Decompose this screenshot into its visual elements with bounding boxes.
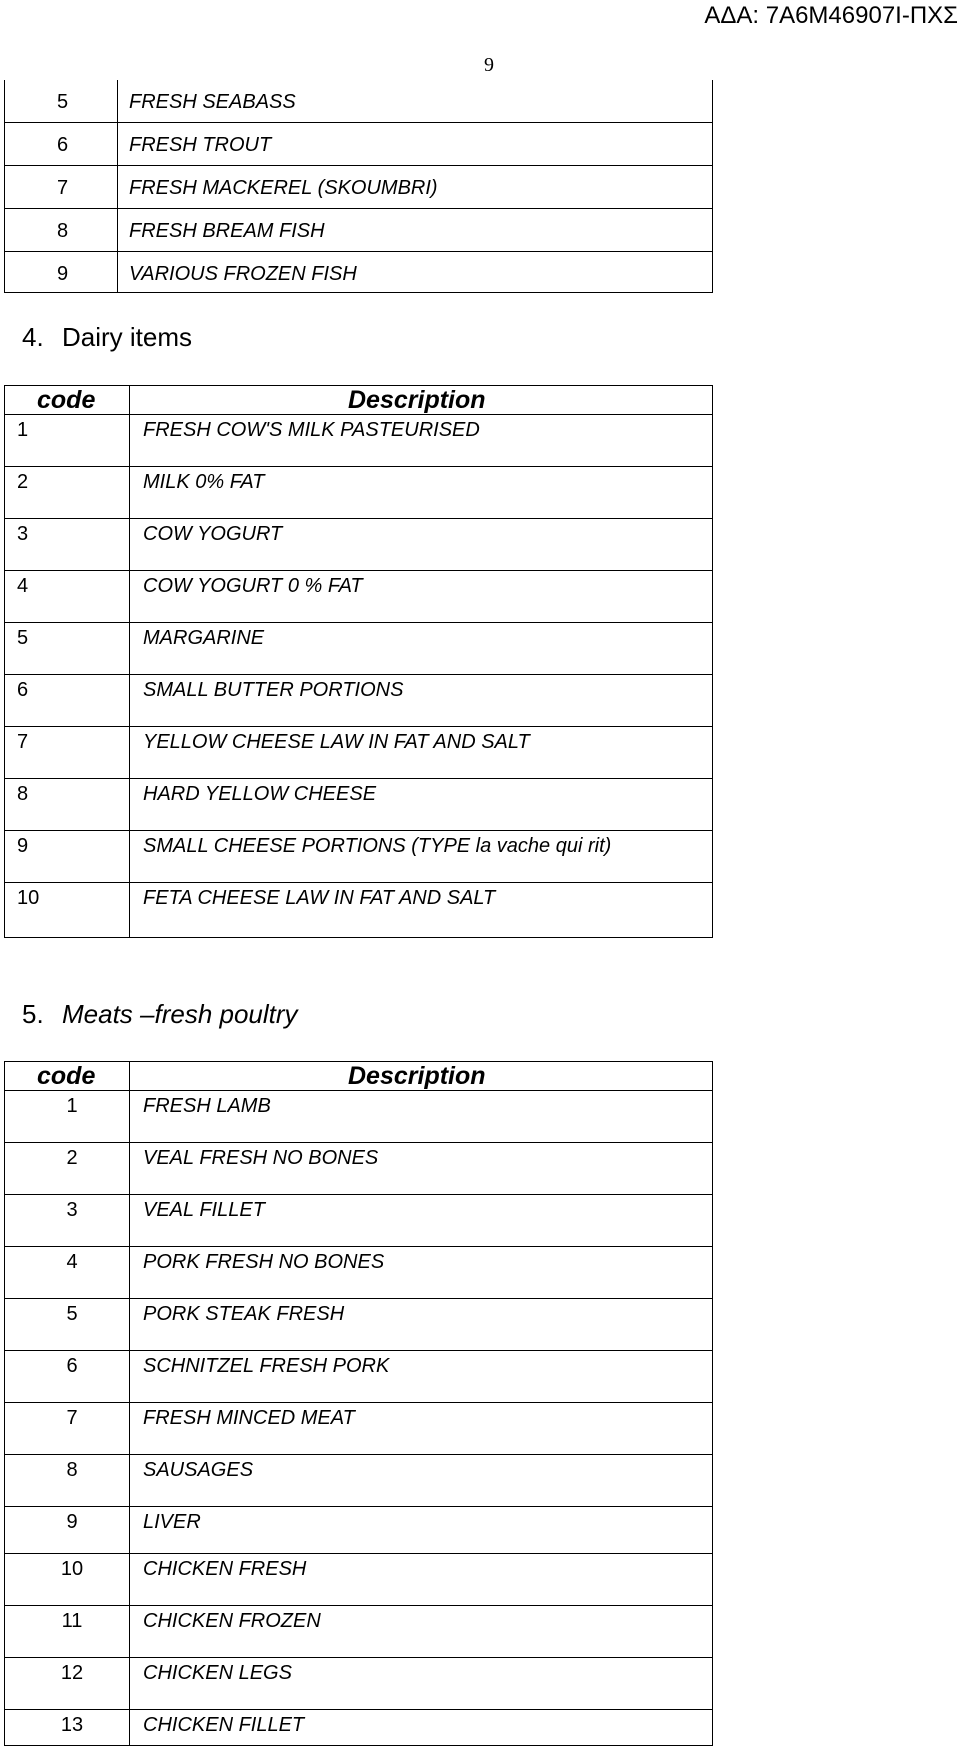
row-code: 9 bbox=[66, 1511, 78, 1533]
row-code: 3 bbox=[17, 523, 29, 545]
row-description: YELLOW CHEESE LAW IN FAT AND SALT bbox=[143, 731, 530, 753]
table-row bbox=[5, 727, 712, 779]
header-code: code bbox=[37, 386, 96, 414]
row-description: PORK STEAK FRESH bbox=[143, 1303, 345, 1325]
table-row bbox=[5, 883, 712, 935]
row-code: 13 bbox=[60, 1714, 84, 1736]
table-row bbox=[5, 1710, 712, 1757]
table-row bbox=[5, 1299, 712, 1351]
table-row bbox=[5, 779, 712, 831]
table-row bbox=[5, 675, 712, 727]
row-code: 5 bbox=[17, 627, 29, 649]
dairy-table bbox=[4, 385, 713, 938]
table-row bbox=[5, 1455, 712, 1507]
row-code: 7 bbox=[57, 177, 69, 199]
header-code: code bbox=[37, 1062, 96, 1090]
row-description: FRESH BREAM FISH bbox=[129, 220, 325, 242]
row-description: FETA CHEESE LAW IN FAT AND SALT bbox=[143, 887, 496, 909]
section-number: 5. bbox=[22, 999, 44, 1029]
section-heading-meats bbox=[22, 999, 298, 1030]
row-code: 4 bbox=[17, 575, 29, 597]
row-description: PORK FRESH NO BONES bbox=[143, 1251, 385, 1273]
table-header bbox=[5, 1062, 712, 1091]
row-description: CHICKEN FROZEN bbox=[143, 1610, 321, 1632]
row-code: 7 bbox=[17, 731, 29, 753]
table-row bbox=[5, 1606, 712, 1658]
table-row bbox=[5, 123, 712, 166]
row-description: FRESH MACKEREL (SKOUMBRI) bbox=[129, 177, 438, 199]
row-code: 12 bbox=[60, 1662, 84, 1684]
row-code: 10 bbox=[60, 1558, 84, 1580]
row-code: 2 bbox=[17, 471, 29, 493]
row-description: VEAL FILLET bbox=[143, 1199, 265, 1221]
table-row bbox=[5, 1507, 712, 1554]
row-description: SMALL BUTTER PORTIONS bbox=[143, 679, 404, 701]
row-description: MARGARINE bbox=[143, 627, 265, 649]
row-description: FRESH MINCED MEAT bbox=[143, 1407, 355, 1429]
row-code: 3 bbox=[66, 1199, 78, 1221]
row-code: 10 bbox=[17, 887, 40, 909]
row-description: VEAL FRESH NO BONES bbox=[143, 1147, 379, 1169]
row-code: 5 bbox=[57, 91, 69, 113]
row-description: LIVER bbox=[143, 1511, 201, 1533]
header-description: Description bbox=[348, 1062, 486, 1090]
row-description: SAUSAGES bbox=[143, 1459, 254, 1481]
table-row bbox=[5, 1195, 712, 1247]
row-description: CHICKEN FRESH bbox=[143, 1558, 307, 1580]
row-code: 7 bbox=[66, 1407, 78, 1429]
row-code: 9 bbox=[17, 835, 29, 857]
table-row bbox=[5, 1658, 712, 1710]
row-description: MILK 0% FAT bbox=[143, 471, 265, 493]
row-code: 8 bbox=[66, 1459, 78, 1481]
row-code: 9 bbox=[57, 263, 69, 285]
section-title: Meats –fresh poultry bbox=[62, 999, 298, 1029]
section-number: 4. bbox=[22, 322, 44, 352]
header-description: Description bbox=[348, 386, 486, 414]
row-description: SMALL CHEESE PORTIONS (TYPE la vache qui rit) bbox=[143, 835, 612, 857]
row-code: 8 bbox=[17, 783, 29, 805]
row-description: COW YOGURT bbox=[143, 523, 283, 545]
row-description: FRESH SEABASS bbox=[129, 91, 296, 113]
table-row bbox=[5, 1247, 712, 1299]
row-code: 11 bbox=[61, 1610, 83, 1632]
table-row bbox=[5, 252, 712, 295]
row-code: 6 bbox=[57, 134, 69, 156]
row-code: 4 bbox=[66, 1251, 78, 1273]
row-code: 8 bbox=[57, 220, 69, 242]
meats-table bbox=[4, 1061, 713, 1746]
row-code: 5 bbox=[66, 1303, 78, 1325]
row-code: 2 bbox=[66, 1147, 78, 1169]
section-heading-dairy bbox=[22, 322, 192, 353]
table-row bbox=[5, 415, 712, 467]
row-description: FRESH TROUT bbox=[129, 134, 272, 156]
row-description: FRESH COW'S MILK PASTEURISED bbox=[143, 419, 480, 441]
row-description: SCHNITZEL FRESH PORK bbox=[143, 1355, 390, 1377]
table-row bbox=[5, 1351, 712, 1403]
table-row bbox=[5, 1403, 712, 1455]
table-header bbox=[5, 386, 712, 415]
table-row bbox=[5, 467, 712, 519]
row-code: 6 bbox=[66, 1355, 78, 1377]
row-description: CHICKEN FILLET bbox=[143, 1714, 305, 1736]
table-row bbox=[5, 209, 712, 252]
table-row bbox=[5, 1091, 712, 1143]
row-description: CHICKEN LEGS bbox=[143, 1662, 292, 1684]
table-row bbox=[5, 80, 712, 123]
row-description: VARIOUS FROZEN FISH bbox=[129, 263, 357, 285]
table-row bbox=[5, 1554, 712, 1606]
row-description: HARD YELLOW CHEESE bbox=[143, 783, 377, 805]
table-row bbox=[5, 831, 712, 883]
ada-header: ΑΔΑ: 7Α6Μ46907Ι-ΠΧΣ bbox=[704, 2, 958, 29]
row-code: 6 bbox=[17, 679, 29, 701]
fish-table bbox=[4, 80, 713, 293]
page-number: 9 bbox=[484, 54, 494, 76]
row-description: FRESH LAMB bbox=[143, 1095, 271, 1117]
table-row bbox=[5, 571, 712, 623]
table-row bbox=[5, 519, 712, 571]
table-row bbox=[5, 1143, 712, 1195]
row-code: 1 bbox=[66, 1095, 78, 1117]
row-code: 1 bbox=[17, 419, 29, 441]
table-row bbox=[5, 166, 712, 209]
row-description: COW YOGURT 0 % FAT bbox=[143, 575, 363, 597]
section-title: Dairy items bbox=[62, 322, 193, 352]
table-row bbox=[5, 623, 712, 675]
